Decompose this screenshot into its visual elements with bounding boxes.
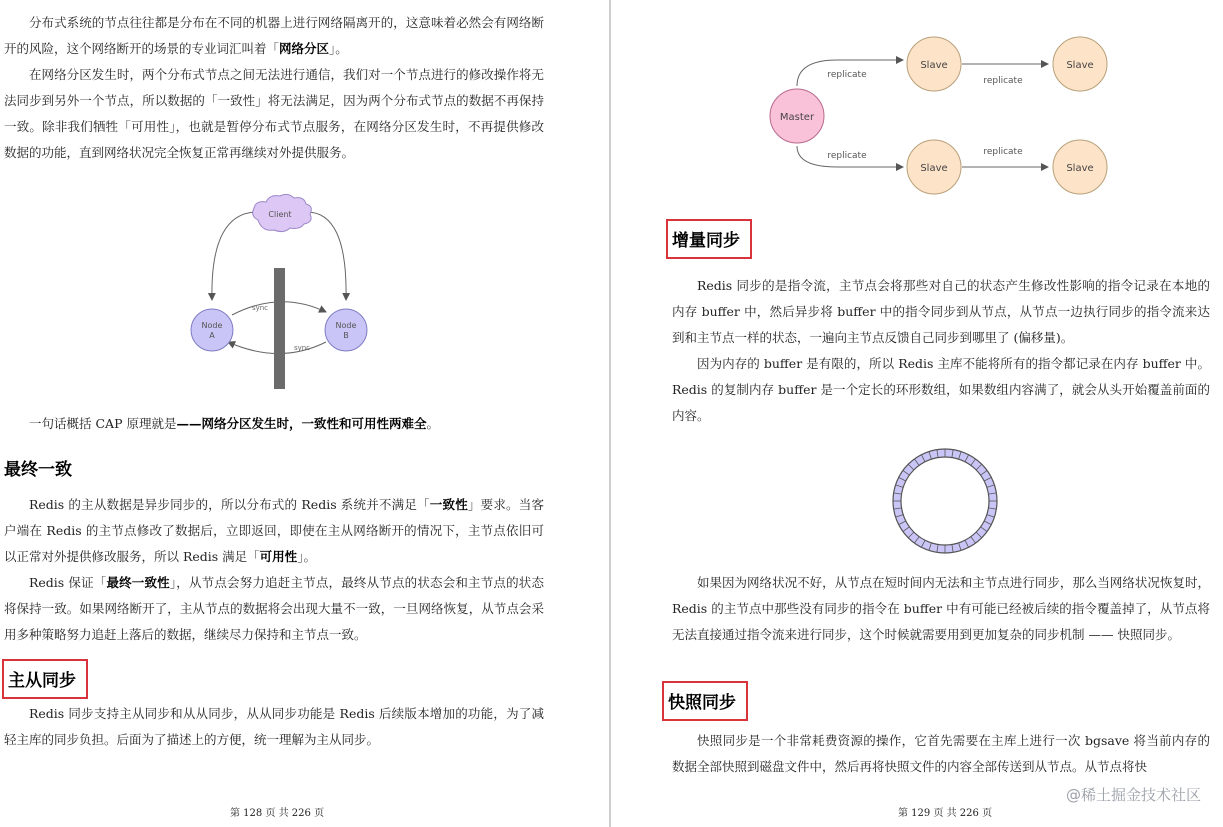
network-partition-diagram [180, 190, 380, 395]
replicate-label-2: replicate [827, 151, 867, 161]
client-label: Client [268, 210, 292, 219]
page-divider [609, 0, 611, 827]
svg-text:Master: Master [779, 112, 815, 123]
paragraph-snapshot: 快照同步是一个非常耗费资源的操作，它首先需要在主库上进行一次 bgsave 将当前内存的数据全部快照到磁盘文件中，然后再将快照文件的内容全部传送到从节点。从节点将快 [672, 733, 1210, 774]
partition-wall [274, 268, 285, 389]
heading-eventual-consistency: 最终一致 [4, 460, 72, 480]
svg-text:Slave: Slave [920, 60, 948, 71]
paragraph-cap-summary: 一句话概括 CAP 原理就是——网络分区发生时，一致性和可用性两难全。 [29, 416, 439, 431]
paragraph-redis-async: Redis 的主从数据是异步同步的，所以分布式的 Redis 系统并不满足「一致性」要求。当客户端在 Redis 的主节点修改了数据后，立即返回，即使在主从网络断开的情况下，主节点依旧可以正常对外提供修改服务，所以 Redis 满足「可用性」。 [4, 497, 544, 564]
svg-text:B: B [343, 331, 349, 340]
svg-text:A: A [209, 331, 215, 340]
ring-buffer-diagram [886, 442, 1004, 560]
right-page [612, 0, 1223, 827]
paragraph-partition-consequence: 在网络分区发生时，两个分布式节点之间无法进行通信，我们对一个节点进行的修改操作将无法同步到另外一个节点，所以数据的「一致性」将无法满足，因为两个分布式节点的数据不再保持一致。除非我们牺牲「可用性」，也就是暂停分布式节点服务，在网络分区发生时，不再提供修改数据的功能，直到网络状况完全恢复正常再继续对外提供服务。 [4, 67, 544, 160]
paragraph-network-recovery: 如果因为网络状况不好，从节点在短时间内无法和主节点进行同步，那么当网络状况恢复时，Redis 的主节点中那些没有同步的指令在 buffer 中有可能已经被后续的指令覆盖掉了，从节点将无法直接通过指令流来进行同步，这个时候就需要用到更加复杂的同步机制 —— 快照同步。 [672, 575, 1210, 642]
heading-incremental-sync: 增量同步 [666, 219, 752, 259]
page-number-right: 第 129 页 共 226 页 [898, 808, 993, 819]
slave-node-4 [1053, 140, 1107, 194]
client-cloud [253, 194, 312, 231]
node-b [325, 309, 367, 351]
replicate-label-4: replicate [983, 147, 1023, 157]
replicate-label-1: replicate [827, 70, 867, 80]
watermark: @稀土掘金技术社区 [1065, 786, 1201, 804]
paragraph-network-partition: 分布式系统的节点往往都是分布在不同的机器上进行网络隔离开的，这意味着必然会有网络断开的风险，这个网络断开的场景的专业词汇叫着「网络分区」。 [4, 15, 544, 56]
node-a [191, 309, 233, 351]
slave-node-1 [907, 37, 961, 91]
master-node [770, 89, 824, 143]
replication-diagram [767, 30, 1112, 200]
slave-node-2 [907, 140, 961, 194]
svg-text:Slave: Slave [920, 163, 948, 174]
heading-master-slave-sync: 主从同步 [2, 659, 88, 699]
svg-text:Node: Node [335, 321, 357, 330]
replicate-label-3: replicate [983, 76, 1023, 86]
heading-snapshot-sync: 快照同步 [662, 681, 748, 721]
svg-text:Node: Node [201, 321, 223, 330]
svg-text:Slave: Slave [1066, 163, 1094, 174]
svg-text:Slave: Slave [1066, 60, 1094, 71]
sync-top-label: sync [251, 304, 269, 312]
sync-bottom-label: sync [293, 344, 311, 352]
page-number-left: 第 128 页 共 226 页 [230, 808, 325, 819]
left-page [0, 0, 608, 827]
slave-node-3 [1053, 37, 1107, 91]
paragraph-sync-support: Redis 同步支持主从同步和从从同步，从从同步功能是 Redis 后续版本增加的功能，为了减轻主库的同步负担。后面为了描述上的方便，统一理解为主从同步。 [4, 706, 544, 747]
client-to-node-a-arrow [212, 212, 260, 300]
paragraph-eventual-consistency: Redis 保证「最终一致性」，从节点会努力追赶主节点，最终从节点的状态会和主节点的状态将保持一致。如果网络断开了，主从节点的数据将会出现大量不一致，一旦网络恢复，从节点会采用多种策略努力追赶上落后的数据，继续尽力保持和主节点一致。 [4, 575, 544, 642]
paragraph-command-stream: Redis 同步的是指令流，主节点会将那些对自己的状态产生修改性影响的指令记录在本地的内存 buffer 中，然后异步将 buffer 中的指令同步到从节点，从节点一边执行同步的指令流来达到和主节点一样的状态，一遍向主节点反馈自己同步到哪里了 (偏移量)。 [672, 278, 1210, 345]
client-to-node-b-arrow [305, 212, 346, 300]
paragraph-ring-buffer: 因为内存的 buffer 是有限的，所以 Redis 主库不能将所有的指令都记录在内存 buffer 中。Redis 的复制内存 buffer 是一个定长的环形数组，如果数组内容满了，就会从头开始覆盖前面的内容。 [672, 356, 1210, 423]
